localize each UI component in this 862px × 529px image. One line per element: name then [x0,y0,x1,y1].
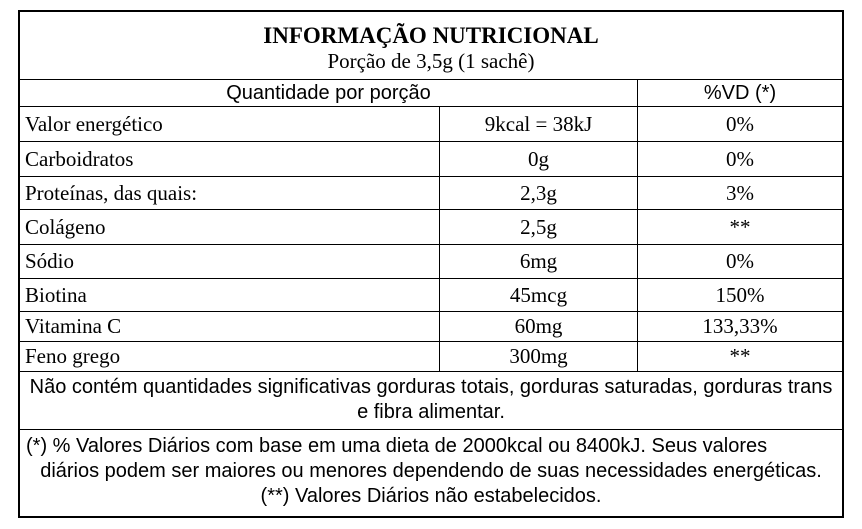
column-header-row [20,80,842,107]
footnote-line-1: (*) % Valores Diários com base em uma dieta de 2000kcal ou 8400kJ. Seus valores [26,435,768,457]
nutrient-amount: 2,3g [440,177,638,209]
daily-values-footnote [20,430,842,516]
nutrient-dv: 0% [726,249,754,273]
nutrient-name: Vitamina C [20,312,440,341]
nutrient-name: Proteínas, das quais: [20,177,440,209]
nutrient-amount: 6mg [440,245,638,278]
nutrient-name: Biotina [20,279,440,311]
nutrient-amount: 0g [440,142,638,176]
nutrient-dv: ** [729,214,751,239]
table-row [20,279,842,312]
nutrient-name: Carboidratos [20,142,440,176]
nutrient-dv: 133,33% [702,314,778,338]
nutrient-amount: 300mg [440,342,638,371]
table-row [20,210,842,245]
footnote-continuation: diários podem ser maiores ou menores dependendo de suas necessidades energéticas. (**) Valores Diários não estabelecidos. [40,460,822,507]
nutrient-name: Colágeno [20,210,440,244]
table-row [20,142,842,177]
nutrient-name: Valor energético [20,107,440,141]
nutrient-amount: 9kcal = 38kJ [440,107,638,141]
nutrient-dv: 150% [715,282,765,307]
table-header [20,12,842,80]
nutrient-amount: 2,5g [440,210,638,244]
nutrient-name: Feno grego [20,342,440,371]
nutrient-dv: 0% [726,146,754,171]
nutrient-dv: 3% [726,180,754,205]
not-significant-note: Não contém quantidades significativas gorduras totais, gorduras saturadas, gorduras trans e fibra alimentar. [20,372,842,430]
table-row [20,342,842,372]
nutrient-dv: ** [729,344,751,368]
table-row [20,245,842,279]
column-header-dv: %VD (*) [703,81,777,104]
nutrient-dv: 0% [726,111,754,136]
table-row [20,177,842,210]
table-row [20,107,842,142]
serving-size: Porção de 3,5g (1 sachê) [327,49,535,73]
nutrient-amount: 60mg [440,312,638,341]
nutrition-facts-table [18,10,844,518]
nutrient-amount: 45mcg [440,279,638,311]
nutrient-name: Sódio [20,245,440,278]
column-header-quantity: Quantidade por porção [20,80,638,106]
table-row [20,312,842,342]
table-title: INFORMAÇÃO NUTRICIONAL [263,23,599,48]
